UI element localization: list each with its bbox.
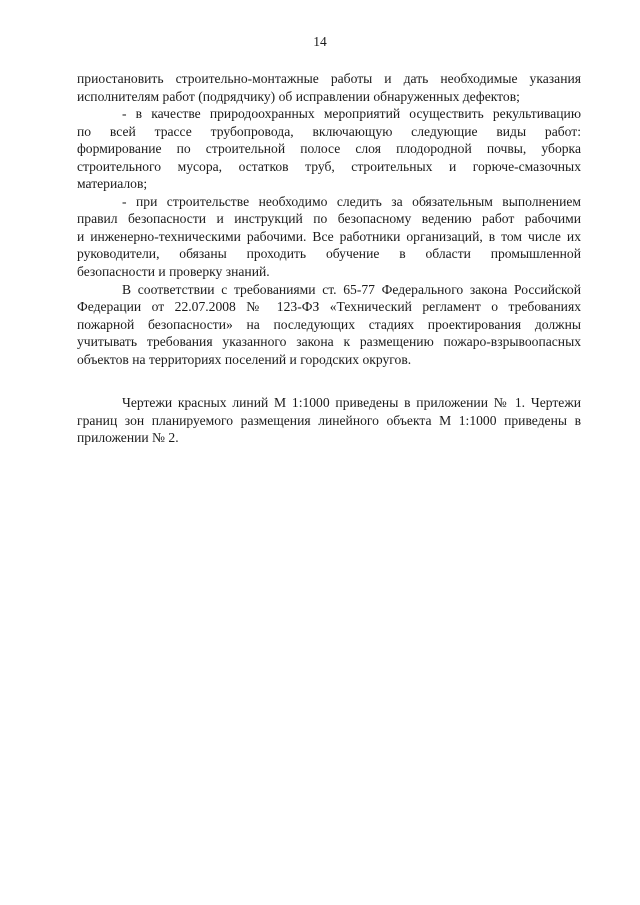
text-line: безопасности и проверку знаний. <box>77 264 270 280</box>
paragraph-suspend-works <box>77 70 581 105</box>
text-line: правил безопасности и инструкций по безопасному ведению работ рабочими <box>77 211 581 227</box>
text-line: по всей трассе трубопровода, включающую следующие виды работ: <box>77 123 581 139</box>
text-line: - при строительстве необходимо следить за обязательным выполнением <box>122 193 581 209</box>
text-line: формирование по строительной полосе слоя плодородной почвы, уборка <box>77 141 581 157</box>
paragraph-recultivation <box>77 105 581 193</box>
text-line: Федерации от 22.07.2008 № 123-ФЗ «Технический регламент о требованиях <box>77 299 581 315</box>
paragraph-safety <box>77 193 581 281</box>
text-line: материалов; <box>77 176 148 192</box>
text-line: исполнителям работ (подрядчику) об исправлении обнаруженных дефектов; <box>77 88 520 104</box>
text-line: приостановить строительно-монтажные работы и дать необходимые указания <box>77 71 581 86</box>
document-body <box>77 70 581 447</box>
text-line: и инженерно-техническими рабочими. Все работники организаций, в том числе их <box>77 228 581 244</box>
page-number: 14 <box>313 34 327 49</box>
text-line: - в качестве природоохранных мероприятий осуществить рекультивацию <box>122 106 581 122</box>
text-line: учитывать требования указанного закона к размещению пожаро-взрывоопасных <box>77 334 581 350</box>
paragraph-drawings <box>77 394 581 447</box>
text-line: границ зон планируемого размещения линейного объекта М 1:1000 приведены в <box>77 412 581 428</box>
paragraph-fire-safety-law <box>77 281 581 369</box>
paragraph-gap <box>77 368 581 394</box>
text-line: руководители, обязаны проходить обучение в области промышленной <box>77 246 581 262</box>
text-line: строительного мусора, остатков труб, строительных и горюче-смазочных <box>77 158 581 174</box>
text-line: пожарной безопасности» на последующих стадиях проектирования должны <box>77 316 581 332</box>
text-line: Чертежи красных линий М 1:1000 приведены в приложении № 1. Чертежи <box>122 395 581 411</box>
text-line: приложении № 2. <box>77 430 179 446</box>
text-line: В соответствии с требованиями ст. 65-77 Федерального закона Российской <box>122 281 581 297</box>
text-line: объектов на территориях поселений и городских округов. <box>77 351 412 367</box>
